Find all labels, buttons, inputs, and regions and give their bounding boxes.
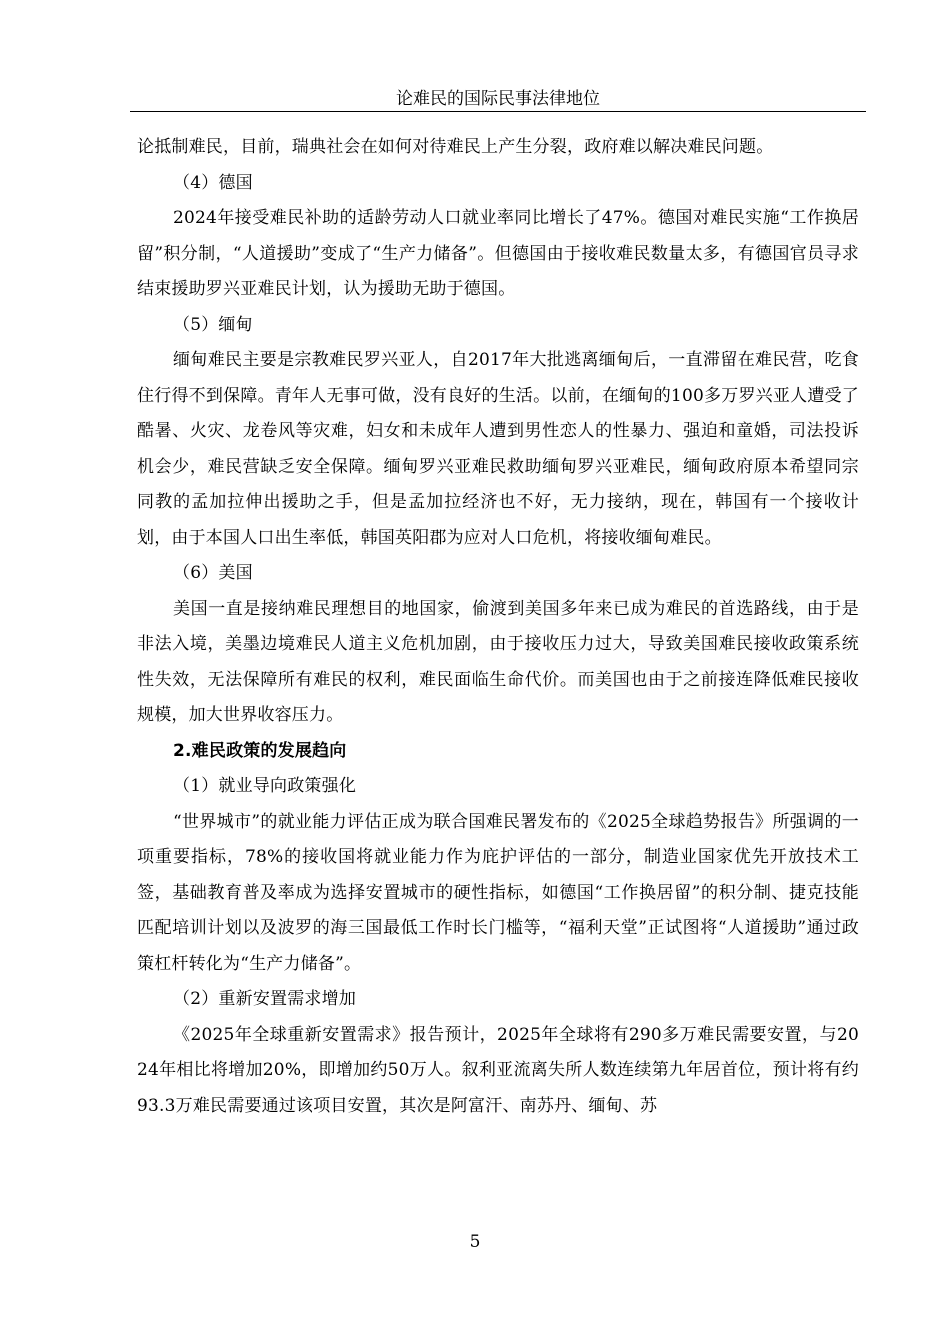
subheading-resettlement-needs: （2）重新安置需求增加 xyxy=(173,989,357,1009)
page-number: 5 xyxy=(469,1232,481,1252)
paragraph-employment-policy: “世界城市”的就业能力评估正成为联合国难民署发布的《2025全球趋势报告》所强调的一项重要指标，78%的接收国将就业能力作为庇护评估的一部分，制造业国家优先开放技术工签，基础教育普及率成为选择安置城市的硬性指标，如德国“工作换居留”的积分制、捷克技能匹配培训计划以及波罗的海三国最低工作时长门槛等，“福利天堂”正试图将“人道援助”通过政策杠杆转化为“生产力储备”。 xyxy=(137,811,859,974)
subheading-usa: （6）美国 xyxy=(173,563,253,583)
running-header-title: 论难民的国际民事法律地位 xyxy=(396,89,600,109)
paragraph-germany: 2024年接受难民补助的适龄劳动人口就业率同比增长了47%。德国对难民实施“工作换居留”积分制，“人道援助”变成了“生产力储备”。但德国由于接收难民数量太多，有德国官员寻求结束援助罗兴亚难民计划，认为援助无助于德国。 xyxy=(137,208,859,299)
paragraph-myanmar: 缅甸难民主要是宗教难民罗兴亚人，自2017年大批逃离缅甸后，一直滞留在难民营，吃食住行得不到保障。青年人无事可做，没有良好的生活。以前，在缅甸的100多万罗兴亚人遭受了酷暑、火灾、龙卷风等灾难，妇女和未成年人遭到男性恋人的性暴力、强迫和童婚，司法投诉机会少，难民营缺乏安全保障。缅甸罗兴亚难民救助缅甸罗兴亚难民，缅甸政府原本希望同宗同教的孟加拉伸出援助之手，但是孟加拉经济也不好，无力接纳，现在，韩国有一个接收计划，由于本国人口出生率低，韩国英阳郡为应对人口危机，将接收缅甸难民。 xyxy=(137,350,859,548)
subheading-germany: （4）德国 xyxy=(173,172,253,193)
section-heading-policy-trends: 2.难民政策的发展趋向 xyxy=(173,740,347,761)
subheading-employment-policy: （1）就业导向政策强化 xyxy=(173,776,357,796)
paragraph-usa: 美国一直是接纳难民理想目的地国家，偷渡到美国多年来已成为难民的首选路线，由于是非法入境，美墨边境难民人道主义危机加剧，由于接收压力过大，导致美国难民接收政策系统性失效，无法保障所有难民的权利，难民面临生命代价。而美国也由于之前接连降低难民接收规模，加大世界收容压力。 xyxy=(137,598,859,725)
header-divider xyxy=(130,111,866,112)
paragraph-sweden-continuation: 论抵制难民，目前，瑞典社会在如何对待难民上产生分裂，政府难以解决难民问题。 xyxy=(137,137,774,157)
page-body xyxy=(137,130,859,1124)
subheading-myanmar: （5）缅甸 xyxy=(173,314,253,335)
paragraph-resettlement-needs: 《2025年全球重新安置需求》报告预计，2025年全球将有290多万难民需要安置，与2024年相比将增加20%，即增加约50万人。叙利亚流离失所人数连续第九年居首位，预计将有约93.3万难民需要通过该项目安置，其次是阿富汗、南苏丹、缅甸、苏 xyxy=(137,1024,859,1116)
